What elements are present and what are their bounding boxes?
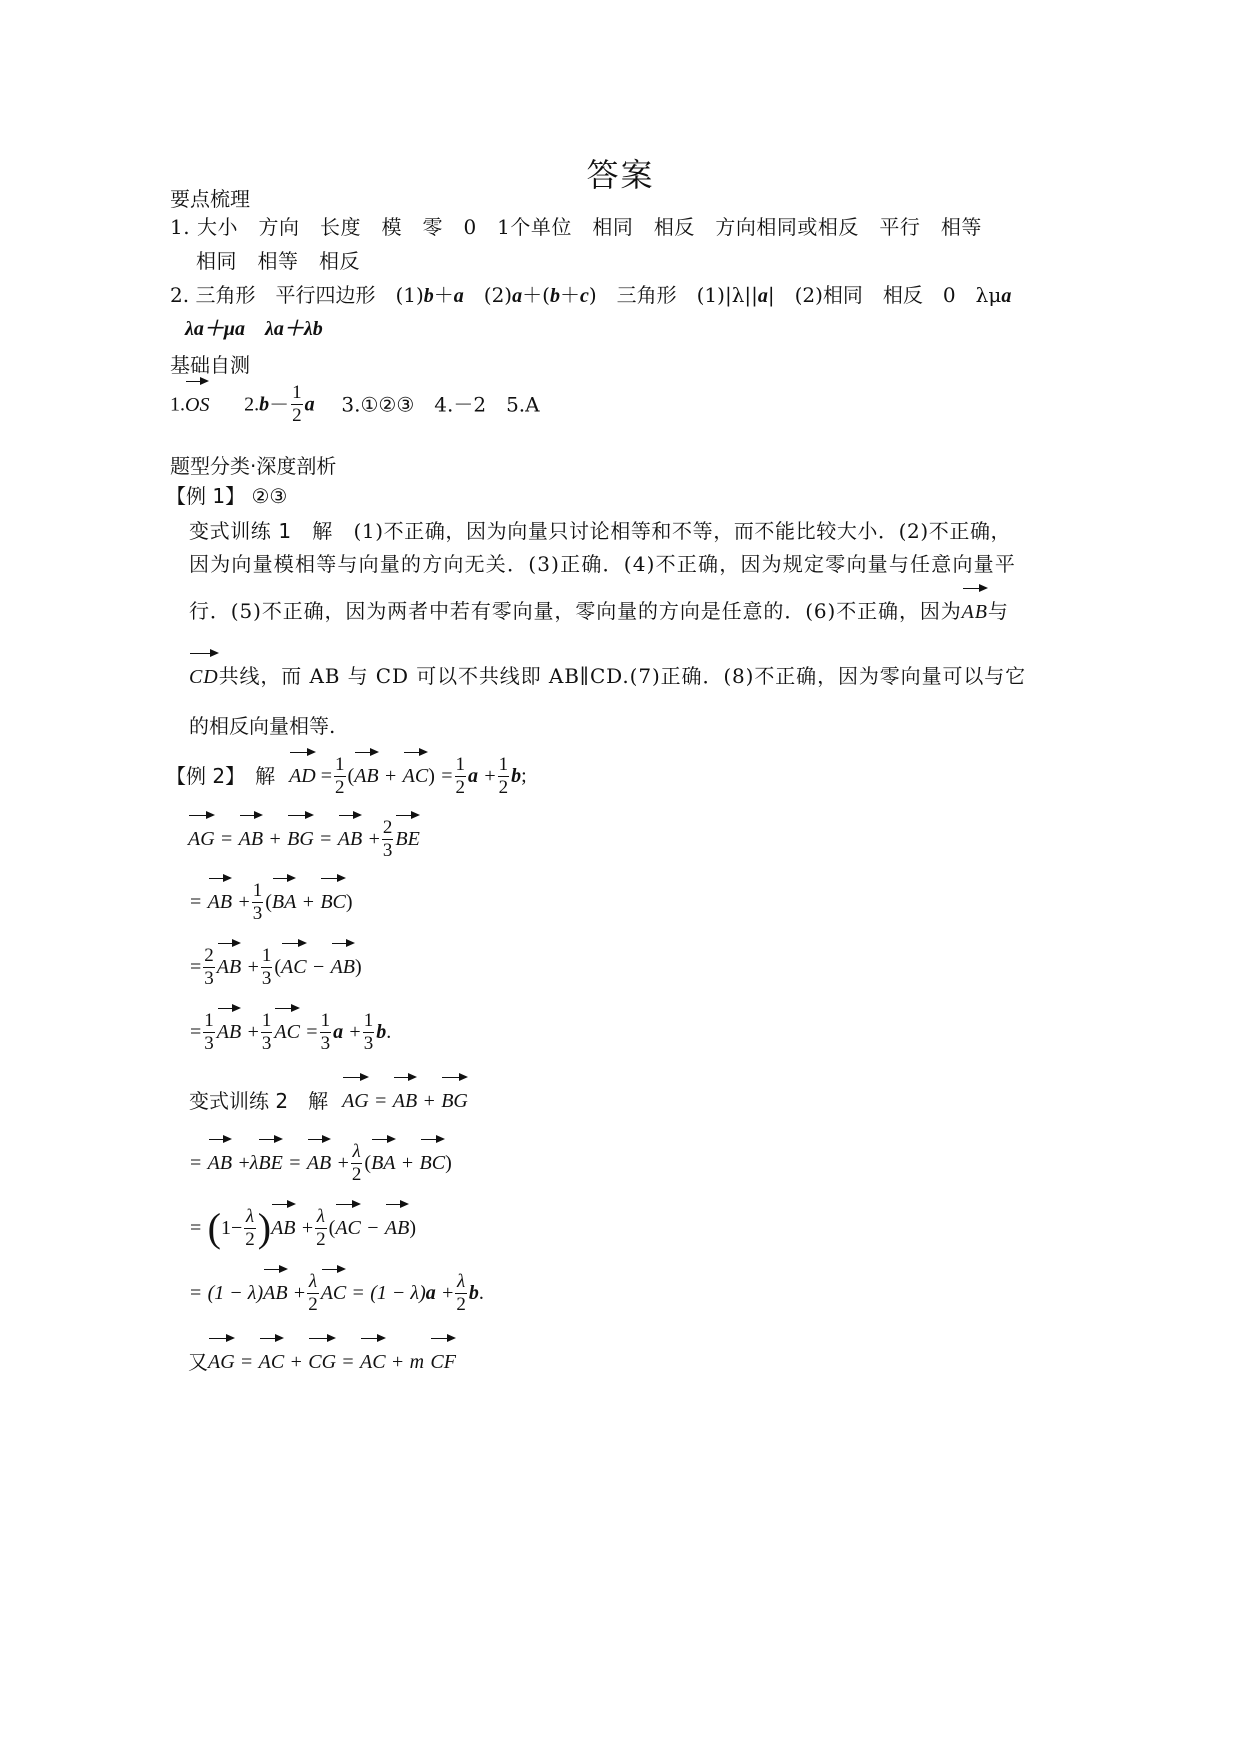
vector-OS: OS [185, 390, 209, 420]
yaodian-line-1: 1. 大小 方向 长度 模 零 0 1个单位 相同 相反 方向相同或相反 平行 相等 [170, 215, 982, 239]
section-heading-tixing: 题型分类·深度剖析 [170, 454, 337, 478]
bianshi2-line-2: = AB + λ BE = AB + $\frac{\lambda}{2}$ ( BA + BC ) [190, 1140, 452, 1185]
bianshi1-line-1: 变式训练 1 解 (1)不正确，因为向量只讨论相等和不等，而不能比较大小．(2)不正确， [189, 519, 1012, 543]
li2-line-5: = $\frac{1}{3}$ AB + $\frac{1}{3}$ AC = $\frac{1}{3}$ a + $\frac{1}{3}$ b . [190, 1009, 392, 1054]
yaodian-line-3: 2. 三角形 平行四边形 (1)b＋a (2)a＋(b＋c) 三角形 (1)|λ||a| (2)相同 相反 0 λμa [170, 283, 1012, 307]
bianshi1-line-5: 的相反向量相等. [189, 714, 336, 738]
li2-line-1: 【例 2】 解 AD = $\frac{1}{2}$ ( AB + AC ) = $\frac{1}{2}$ a + $\frac{1}{2}$ b ; [166, 753, 527, 798]
jichu-answers: 1.OS 2.b－ $\frac{1}{2}$ a 3.①②③ 4.－2 5.A [170, 382, 540, 426]
bianshi2-line-3: = ( 1− $\frac{\lambda}{2}$ ) AB + $\frac{\lambda}{2}$ ( AC − AB ) [190, 1205, 416, 1250]
bianshi1-line-2: 因为向量模相等与向量的方向无关．(3)正确．(4)不正确，因为规定零向量与任意向量平 [189, 552, 1017, 576]
li1-line: 【例 1】 ②③ [166, 484, 288, 508]
section-heading-jichu: 基础自测 [170, 353, 250, 377]
yaodian-line-4: λa＋μa λa＋λb [185, 318, 323, 340]
bianshi1-line-4: CD共线，而 AB 与 CD 可以不共线即 AB∥CD.(7)正确．(8)不正确，因为零向量可以与它 [189, 661, 1026, 692]
li2-line-3: = AB + $\frac{1}{3}$ ( BA + BC ) [190, 879, 353, 924]
li2-line-2: AG = AB + BG = AB + $\frac{2}{3}$ BE [188, 816, 420, 861]
bianshi2-line-4: = (1 − λ) AB + $\frac{\lambda}{2}$ AC = (1 − λ) a + $\frac{\lambda}{2}$ b . [190, 1270, 484, 1315]
bianshi2-line-5: 又 AG = AC + CG = AC + m CF [188, 1342, 456, 1382]
bianshi1-line-3: 行．(5)不正确，因为两者中若有零向量，零向量的方向是任意的．(6)不正确，因为AB与 [189, 596, 1009, 627]
page-title: 答案 [586, 156, 655, 194]
li2-line-4: = $\frac{2}{3}$ AB + $\frac{1}{3}$ ( AC − AB ) [190, 944, 362, 989]
yaodian-line-2: 相同 相等 相反 [196, 249, 360, 273]
bianshi2-line-1: 变式训练 2 解 AG = AB + BG [189, 1081, 468, 1121]
section-heading-yaodian: 要点梳理 [170, 187, 250, 211]
